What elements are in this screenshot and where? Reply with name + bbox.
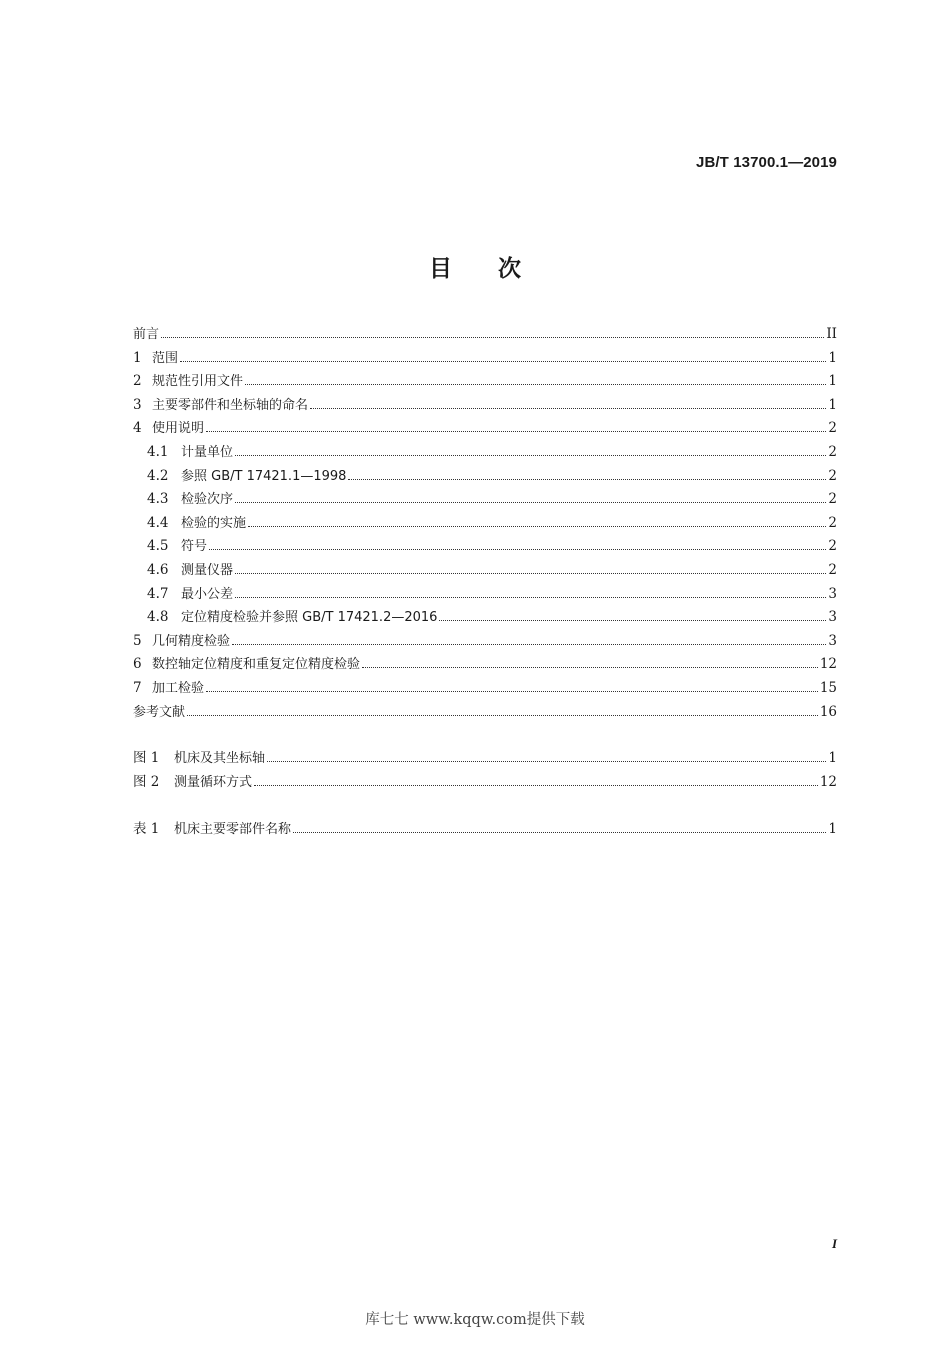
toc-entry-label: 参考文献 [133, 704, 186, 720]
toc-entry-number: 4.8 [147, 609, 169, 626]
toc-entry-page: 2 [828, 491, 837, 508]
toc-leader-dots [161, 336, 824, 338]
toc-entry-3[interactable] [133, 394, 837, 418]
toc-entry-4[interactable] [133, 417, 837, 441]
toc-entry-page: 1 [828, 821, 837, 837]
toc-leader-dots [232, 643, 826, 645]
toc-entry-4-6[interactable] [133, 559, 837, 583]
toc-entry-number: 6 [133, 656, 142, 673]
toc-entry-page: 12 [819, 656, 837, 673]
standard-code: JB/T 13700.1—2019 [696, 154, 837, 171]
toc-entry-page: 15 [819, 679, 837, 696]
toc-main-list [133, 323, 837, 724]
toc-entry-number: 4.5 [147, 538, 169, 555]
toc-entry-label: 定位精度检验并参照 GB/T 17421.2—2016 [181, 610, 438, 626]
toc-entry-page: 16 [819, 703, 837, 720]
toc-entry-page: 2 [828, 443, 837, 460]
toc-leader-dots [209, 548, 826, 550]
toc-tables-list [133, 818, 837, 842]
toc-entry-label: 规范性引用文件 [152, 374, 244, 390]
toc-entry-label: 使用说明 [152, 421, 205, 437]
toc-leader-dots [235, 454, 826, 456]
toc-entry-page: 1 [828, 349, 837, 366]
toc-entry-label: 计量单位 [181, 444, 234, 460]
toc-leader-dots [235, 501, 826, 503]
toc-entry-label: 机床及其坐标轴 [174, 751, 266, 766]
toc-leader-dots [206, 430, 826, 432]
toc-entry-number: 4.6 [147, 561, 169, 578]
toc-entry-number: 4.1 [147, 443, 169, 460]
toc-entry-label: 测量循环方式 [174, 774, 253, 790]
toc-entry-label: 检验次序 [181, 492, 234, 508]
toc-figure-1[interactable] [133, 747, 837, 771]
toc-entry-4-8[interactable] [133, 606, 837, 630]
toc-entry-4-3[interactable] [133, 488, 837, 512]
toc-leader-dots [245, 383, 826, 385]
toc-entry-number: 5 [133, 632, 142, 649]
toc-entry-label: 几何精度检验 [152, 633, 231, 649]
toc-entry-number: 4.2 [147, 467, 169, 484]
toc-entry-4-7[interactable] [133, 583, 837, 607]
toc-entry-page: 2 [828, 420, 837, 437]
toc-entry-number: 图 1 [133, 750, 160, 766]
toc-entry-label: 参照 GB/T 17421.1—1998 [181, 468, 347, 484]
toc-leader-dots [248, 525, 826, 527]
toc-entry-2[interactable] [133, 370, 837, 394]
toc-entry-page: 1 [828, 396, 837, 413]
toc-entry-page: 2 [828, 514, 837, 531]
toc-entry-page: 3 [828, 585, 837, 602]
toc-entry-4-2[interactable] [133, 465, 837, 489]
page-title [0, 250, 950, 283]
download-source-note: 库七七 www.kqqw.com提供下载 [365, 1312, 585, 1328]
toc-entry-label: 加工检验 [152, 680, 205, 696]
toc-entry-foreword[interactable] [133, 323, 837, 347]
toc-entry-7[interactable] [133, 677, 837, 701]
toc-entry-6[interactable] [133, 653, 837, 677]
toc-entry-label: 检验的实施 [181, 515, 247, 531]
toc-entry-1[interactable] [133, 347, 837, 371]
toc-entry-page: 2 [828, 467, 837, 484]
toc-leader-dots [187, 714, 818, 716]
toc-leader-dots [439, 619, 826, 621]
toc-entry-number: 1 [133, 349, 142, 366]
toc-entry-label: 主要零部件和坐标轴的命名 [152, 397, 309, 413]
toc-entry-number: 7 [133, 679, 142, 696]
toc-entry-page: 3 [828, 632, 837, 649]
toc-entry-5[interactable] [133, 630, 837, 654]
toc-entry-number: 4 [133, 420, 142, 437]
toc-leader-dots [235, 572, 826, 574]
toc-entry-page: 12 [819, 773, 837, 790]
toc-leader-dots [348, 478, 826, 480]
toc-entry-number: 4.3 [147, 491, 169, 508]
toc-entry-4-4[interactable] [133, 512, 837, 536]
toc-leader-dots [362, 666, 818, 668]
toc-entry-page: 1 [828, 750, 837, 766]
toc-entry-number: 3 [133, 396, 142, 413]
toc-leader-dots [293, 831, 826, 833]
toc-entry-page: 1 [828, 373, 837, 390]
page-title-char-2: 次 [498, 256, 521, 282]
toc-entry-label: 测量仪器 [181, 562, 234, 578]
toc-entry-references[interactable] [133, 701, 837, 725]
toc-leader-dots [206, 690, 818, 692]
toc-entry-number: 2 [133, 373, 142, 390]
toc-figures-list [133, 747, 837, 794]
page-number: I [831, 1236, 837, 1251]
toc-entry-label: 符号 [181, 539, 208, 555]
toc-leader-dots [310, 407, 826, 409]
toc-entry-number: 4.4 [147, 514, 169, 531]
toc-entry-label: 范围 [152, 350, 179, 366]
toc-entry-number: 表 1 [133, 821, 160, 837]
toc-entry-4-5[interactable] [133, 535, 837, 559]
toc-entry-page: II [826, 326, 837, 342]
toc-entry-4-1[interactable] [133, 441, 837, 465]
toc-figure-2[interactable] [133, 771, 837, 795]
toc-entry-number: 图 2 [133, 773, 160, 790]
toc-leader-dots [180, 360, 826, 362]
toc-leader-dots [254, 784, 818, 786]
toc-entry-label: 数控轴定位精度和重复定位精度检验 [152, 657, 361, 673]
toc-entry-page: 3 [828, 609, 837, 626]
toc-entry-number: 4.7 [147, 585, 169, 602]
toc-entry-label: 前言 [133, 327, 160, 342]
toc-leader-dots [267, 760, 826, 762]
toc-leader-dots [235, 596, 826, 598]
toc-entry-page: 2 [828, 538, 837, 555]
toc-entry-label: 机床主要零部件名称 [174, 822, 292, 837]
page-title-char-1: 目 [429, 256, 452, 282]
toc-table-1[interactable] [133, 818, 837, 842]
toc-entry-page: 2 [828, 561, 837, 578]
toc-entry-label: 最小公差 [181, 586, 234, 602]
